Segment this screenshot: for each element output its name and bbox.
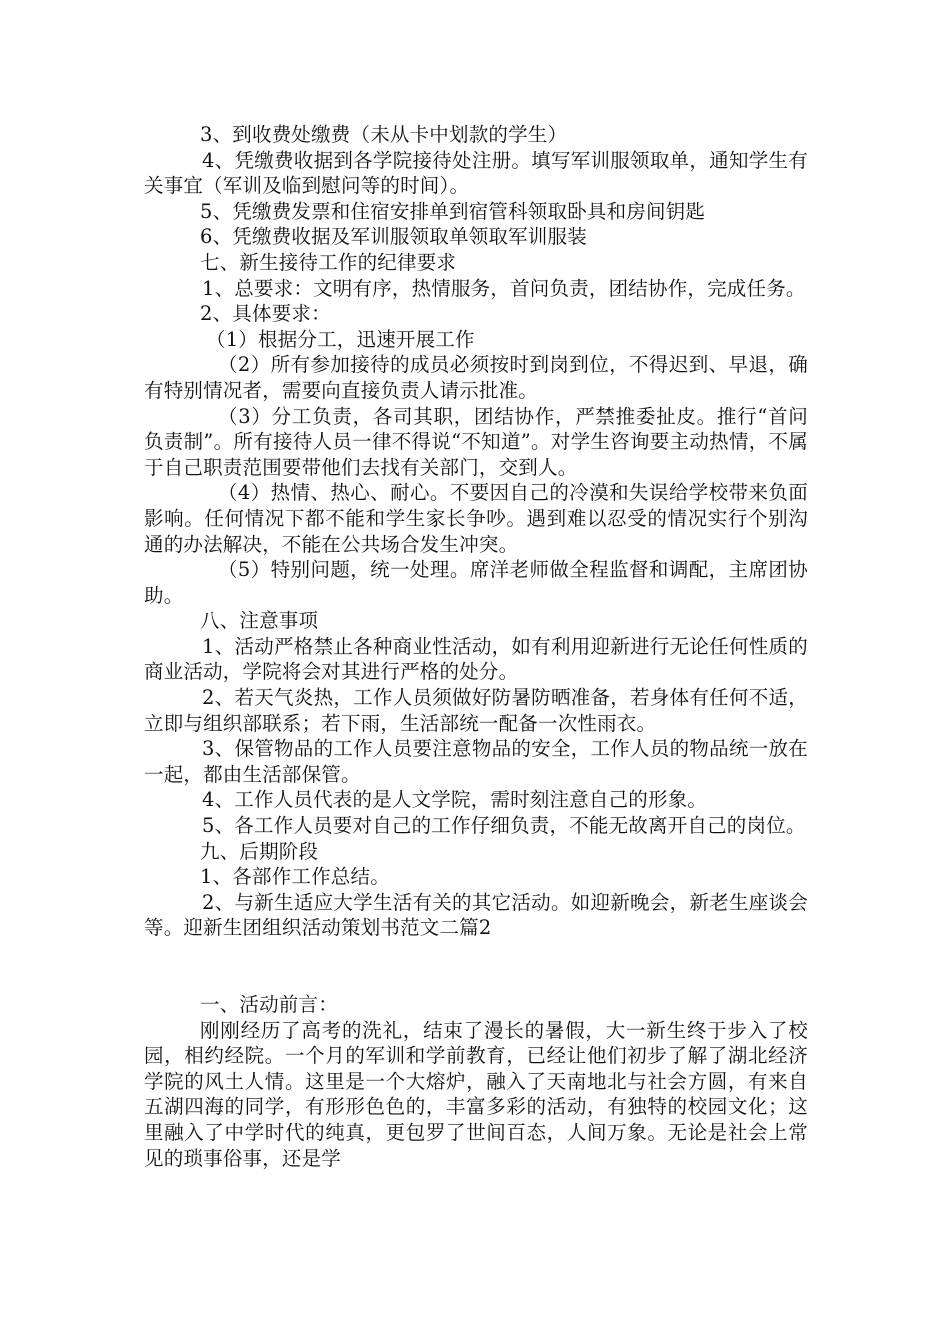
paragraph-requirement-5: （5）特别问题，统一处理。席洋老师做全程监督和调配，主席团协助。: [144, 558, 808, 607]
section-heading-8: 八、注意事项: [200, 609, 319, 633]
blank-gap: [144, 941, 808, 992]
paragraph-step-5: 5、凭缴费发票和住宿安排单到宿管科领取卧具和房间钥匙: [200, 199, 706, 223]
section-heading-foreword: 一、活动前言：: [200, 993, 338, 1016]
paragraph-specific-requirements: 2、具体要求：: [200, 302, 331, 326]
paragraph-notice-3: 3、保管物品的工作人员要注意物品的安全，工作人员的物品统一放在一起，都由生活部保管。: [144, 737, 808, 786]
paragraph-general-requirement: 1、总要求：文明有序，热情服务，首问负责，团结协作，完成任务。: [202, 276, 806, 300]
paragraph-requirement-2: （2）所有参加接待的成员必须按时到岗到位，不得迟到、早退，确有特别情况者，需要向直接负责人请示批准。: [144, 353, 808, 402]
paragraph-notice-2: 2、若天气炎热，工作人员须做好防暑防晒准备，若身体有任何不适，立即与组织部联系；若下雨，生活部统一配备一次性雨衣。: [144, 686, 808, 735]
paragraph-later-1: 1、各部作工作总结。: [200, 865, 390, 889]
paragraph-notice-5: 5、各工作人员要对自己的工作仔细负责，不能无故离开自己的岗位。: [202, 814, 806, 838]
document-body: [144, 122, 808, 1171]
paragraph-requirement-3: （3）分工负责，各司其职，团结协作，严禁推委扯皮。推行“首问负责制”。所有接待人员一律不得说“不知道”。对学生咨询要主动热情，不属于自己职责范围要带他们去找有关部门，交到人。: [144, 404, 808, 479]
paragraph-notice-1: 1、活动严格禁止各种商业性活动，如有利用迎新进行无论任何性质的商业活动，学院将会对其进行严格的处分。: [144, 634, 808, 684]
paragraph-later-2: 2、与新生适应大学生活有关的其它活动。如迎新晚会，新老生座谈会等。迎新生团组织活动策划书范文二篇2: [144, 890, 808, 940]
section-heading-7: 七、新生接待工作的纪律要求: [200, 250, 457, 274]
paragraph-notice-4: 4、工作人员代表的是人文学院，需时刻注意自己的形象。: [202, 788, 708, 812]
paragraph-requirement-4: （4）热情、热心、耐心。不要因自己的冷漠和失误给学校带来负面影响。任何情况下都不能和学生家长争吵。遇到难以忍受的情况实行个别沟通的办法解决，不能在公共场合发生冲突。: [144, 481, 808, 556]
paragraph-step-6: 6、凭缴费收据及军训服领取单领取军训服装: [200, 225, 587, 249]
paragraph-foreword: 刚刚经历了高考的洗礼，结束了漫长的暑假，大一新生终于步入了校园，相约经院。一个月的军训和学前教育，已经让他们初步了解了湖北经济学院的风土人情。这里是一个大熔炉，融入了天南地北与社会方圆，有来自五湖四海的同学，有形形色色的，丰富多彩的活动，有独特的校园文化；这里融入了中学时代的纯真，更包罗了世间百态，人间万象。无论是社会上常见的琐事俗事，还是学: [144, 1018, 808, 1170]
paragraph-step-4: 4、凭缴费收据到各学院接待处注册。填写军训服领取单，通知学生有关事宜（军训及临到慰问等的时间）。: [144, 148, 808, 198]
paragraph-step-3: 3、到收费处缴费（未从卡中划款的学生）: [200, 123, 568, 146]
section-heading-9: 九、后期阶段: [200, 839, 319, 863]
paragraph-requirement-1: （1）根据分工，迅速开展工作: [206, 327, 475, 351]
